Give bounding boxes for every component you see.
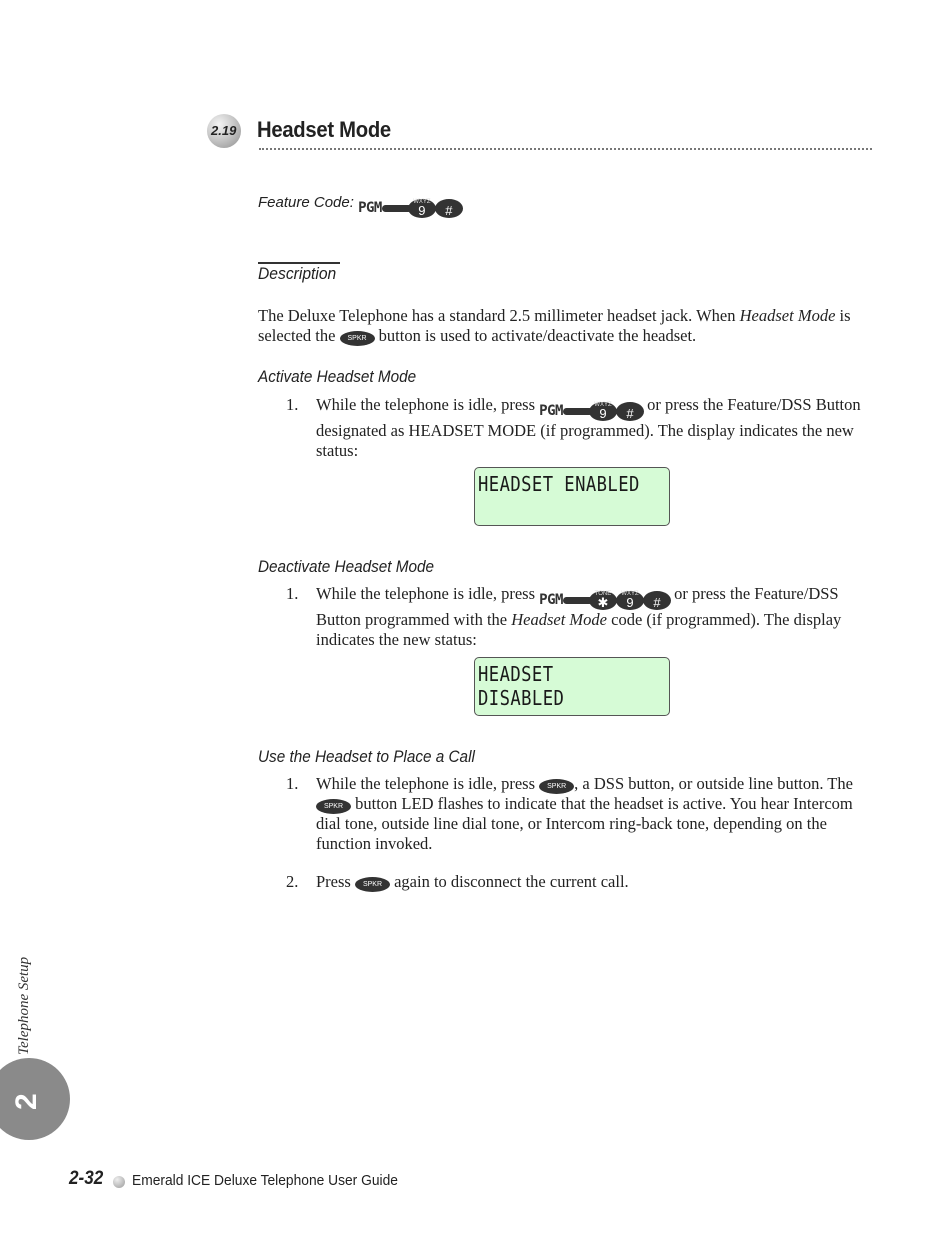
section-divider (259, 148, 872, 150)
use-step-2: 2. Press SPKR again to disconnect the current call. (286, 872, 629, 891)
key-pound-icon: # (616, 402, 644, 421)
feature-code-label: Feature Code: (258, 194, 354, 211)
activate-keys (539, 402, 643, 421)
pgm-key-label: PGM (539, 592, 563, 608)
footer-bullet-icon (113, 1176, 125, 1188)
activate-step: 1. While the telephone is idle, press PGM WXYZ 9 # or press the Feature/DSS Button designated as HEADSET MODE (if programmed). The display indicates the new status: (286, 395, 861, 460)
spkr-key-icon: SPKR (316, 799, 351, 814)
deactivate-step: 1. While the telephone is idle, press PGM TONE ✱ WXYZ 9 # or press the Feature/DSS Button programmed with the Headset Mode code (if programmed). The display indicates the new status: (286, 584, 842, 649)
key-pound-icon: # (643, 591, 671, 610)
feature-code (258, 194, 462, 218)
spkr-key-icon: SPKR (340, 331, 375, 346)
key-star-icon: TONE ✱ (589, 591, 617, 610)
page-number: 2-32 (69, 1168, 104, 1189)
deactivate-heading: Deactivate Headset Mode (258, 557, 435, 576)
deactivate-keys (539, 591, 670, 610)
key-9-icon: WXYZ 9 (616, 591, 644, 610)
key-9-icon: WXYZ 9 (589, 402, 617, 421)
pgm-key-label: PGM (358, 200, 382, 216)
use-step-1: 1. While the telephone is idle, press SPKR , a DSS button, or outside line button. The SPKR button LED flashes to indicate that the headset is active. You hear Intercom dial tone, outside line dial tone, or Intercom ring-back tone, depending on the function invoked. (286, 774, 853, 853)
key-pound-icon: # (435, 199, 463, 218)
pgm-key-label: PGM (539, 403, 563, 419)
description-paragraph: The Deluxe Telephone has a standard 2.5 millimeter headset jack. When Headset Mode is selected the SPKR button is used to activate/deactivate the headset. (258, 306, 851, 345)
spkr-key-icon: SPKR (539, 779, 574, 794)
spkr-key-icon: SPKR (355, 877, 390, 892)
activate-heading: Activate Headset Mode (258, 367, 417, 386)
description-heading: Description (258, 264, 337, 283)
use-headset-heading: Use the Headset to Place a Call (258, 747, 475, 766)
section-title: Headset Mode (257, 117, 391, 142)
feature-code-keys (358, 199, 462, 218)
lcd-display-enabled: HEADSET ENABLED (474, 467, 670, 526)
key-9-icon: WXYZ 9 (408, 199, 436, 218)
lcd-display-disabled: HEADSET DISABLED (474, 657, 670, 716)
section-number: 2.19 (211, 123, 237, 138)
side-tab-label: Telephone Setup (16, 956, 32, 1055)
chapter-number: 2 (10, 1093, 43, 1110)
section-number-badge (207, 114, 241, 148)
footer-title: Emerald ICE Deluxe Telephone User Guide (132, 1172, 398, 1189)
